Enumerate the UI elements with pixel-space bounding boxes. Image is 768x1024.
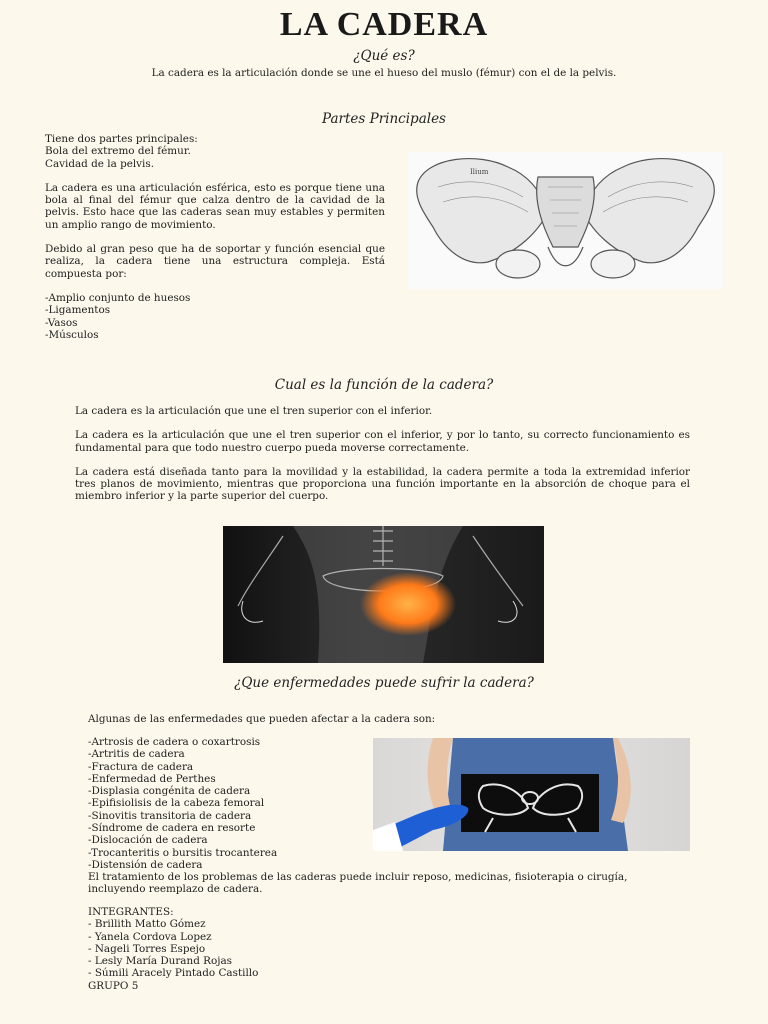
- integrantes-heading: INTEGRANTES:: [88, 906, 174, 918]
- ilium-label: Ilium: [470, 168, 489, 176]
- page-title: LA CADERA: [279, 6, 489, 43]
- partes-intro-line: Cavidad de la pelvis.: [45, 157, 155, 170]
- partes-intro-line: Tiene dos partes principales:: [45, 133, 198, 145]
- list-item: -Músculos: [45, 328, 99, 341]
- funcion-paragraph-1: La cadera es la articulación que une el tren superior con el inferior.: [75, 405, 433, 417]
- list-item: -Enfermedad de Perthes: [88, 772, 216, 785]
- partes-section: [45, 133, 385, 341]
- xray-drawing: [223, 526, 544, 663]
- que-es-heading: ¿Qué es?: [353, 48, 415, 64]
- enfermedades-heading: ¿Que enfermedades puede sufrir la cadera?: [234, 675, 534, 691]
- list-item: -Trocanteritis o bursitis trocanterea: [88, 846, 278, 859]
- hip-xray-image: [223, 526, 544, 663]
- list-item: -Dislocación de cadera: [88, 834, 208, 847]
- partes-paragraph-1: La cadera es una articulación esférica, esto es porque tiene una bola al final del fémur que calza dentro de la cavidad de la pelvis. Esto hace que las caderas sean muy estables y permiten un amplio rango de movimiento.: [45, 181, 385, 231]
- partes-paragraph-2: Debido al gran peso que ha de soportar y función esencial que realiza, la cadera tiene una estructura compleja. Está compuesta por:: [45, 243, 385, 280]
- list-item: -Sinovitis transitoria de cadera: [88, 809, 252, 822]
- funcion-paragraph-2: La cadera es la articulación que une el tren superior con el inferior, y por lo tanto, su correcto funcionamiento es fundamental para que todo nuestro cuerpo pueda moverse correctamente.: [75, 429, 690, 454]
- que-es-text: La cadera es la articulación donde se une el hueso del muslo (fémur) con el de la pelvis.: [151, 67, 617, 79]
- partes-intro-line: Bola del extremo del fémur.: [45, 145, 191, 158]
- partes-heading: Partes Principales: [322, 111, 446, 127]
- list-item: -Artritis de cadera: [88, 748, 185, 761]
- funcion-heading: Cual es la función de la cadera?: [274, 377, 494, 393]
- list-item: -Vasos: [45, 316, 78, 329]
- funcion-section: [75, 405, 690, 503]
- list-item: -Epifisiolisis de la cabeza femoral: [88, 797, 265, 810]
- integrantes-section: [88, 906, 488, 992]
- list-item: -Ligamentos: [45, 304, 111, 317]
- integrante-name: - Nageli Torres Espejo: [88, 942, 206, 955]
- integrante-name: - Lesly María Durand Rojas: [88, 955, 232, 968]
- list-item: -Fractura de cadera: [88, 760, 194, 773]
- integrante-name: - Yanela Cordova Lopez: [88, 930, 212, 943]
- enfermedades-intro: Algunas de las enfermedades que pueden afectar a la cadera son:: [88, 713, 436, 725]
- list-item: -Distensión de cadera: [88, 858, 203, 871]
- tratamiento-text: El tratamiento de los problemas de las caderas puede incluir reposo, medicinas, fisioterapia o cirugía, incluyendo reemplazo de cadera.: [88, 871, 628, 896]
- pelvis-illustration: [408, 152, 723, 289]
- list-item: -Artrosis de cadera o coxartrosis: [88, 736, 261, 748]
- doctor-xray-photo: [373, 738, 690, 851]
- list-item: -Amplio conjunto de huesos: [45, 291, 191, 304]
- funcion-paragraph-3: La cadera está diseñada tanto para la movilidad y la estabilidad, la cadera permite a toda la extremidad inferior tres planos de movimiento, mientras que proporciona una función importante en la absorción de choque para el miembro inferior y la parte superior del cuerpo.: [75, 465, 690, 503]
- integrante-name: - Brillith Matto Gómez: [88, 918, 206, 931]
- enfermedades-list: [88, 736, 378, 871]
- list-item: -Displasia congénita de cadera: [88, 785, 251, 798]
- list-item: -Síndrome de cadera en resorte: [88, 822, 256, 835]
- photo-drawing: [373, 738, 690, 851]
- grupo-label: GRUPO 5: [88, 979, 139, 992]
- partes-list: [45, 292, 385, 341]
- integrante-name: - Súmili Aracely Pintado Castillo: [88, 967, 259, 980]
- pelvis-drawing: [408, 152, 723, 289]
